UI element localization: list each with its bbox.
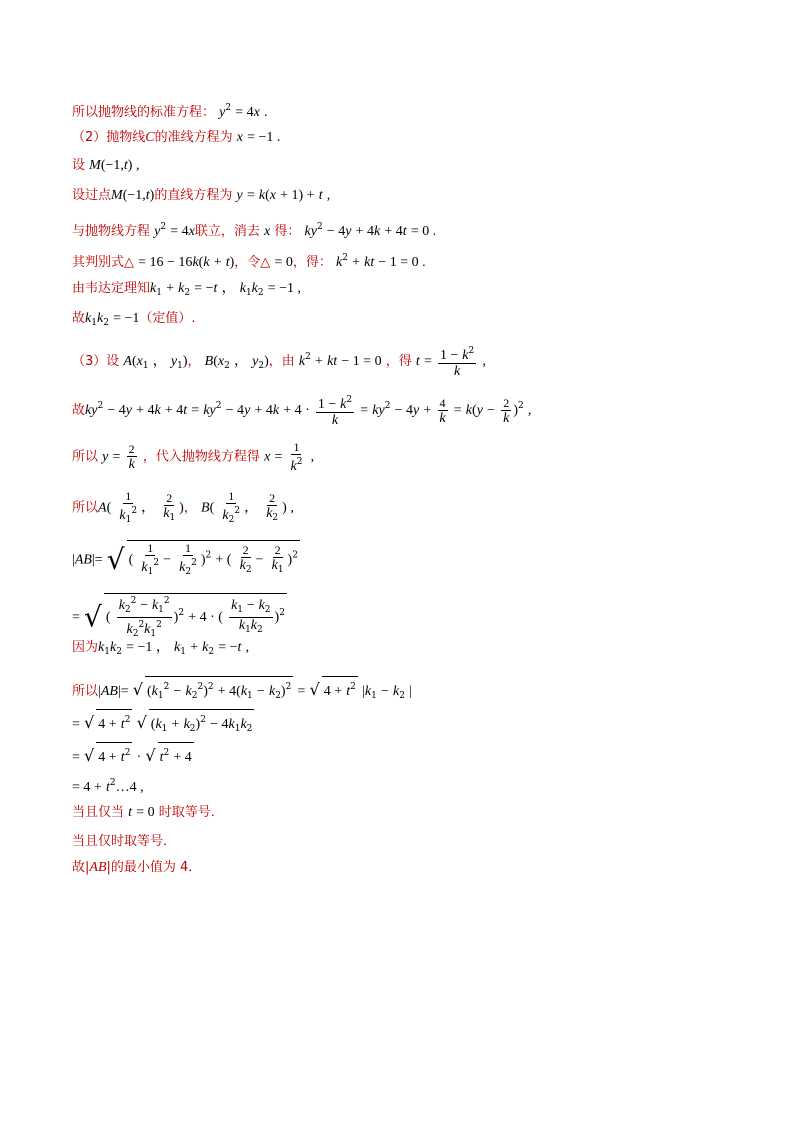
line-9: （3）设 $A(x_1$ ， $y_1$)， $B(x_2$ ， $y_2$)，由 $k^2$ + kt − 1 = 0 ，得 t = $\frac{1 - k^2}{k}$ ,	[72, 346, 486, 379]
line-19: = $4 + t^2\dots 4$ ,	[72, 778, 144, 795]
line-2: （2）抛物线C的准线方程为 x = −1 .	[72, 130, 281, 145]
line-22: 故|AB|的最小值为 4．	[72, 860, 202, 875]
line-8: 故$k_1k_2 = -1$（定值）.	[72, 311, 196, 328]
line-16: 所以|AB|= √ $(k_1^2 - k_2^2)^2 + 4(k_1 - k_2)^2$ = √ $4 + t^2$ $|k_1 - k_2$ |	[72, 676, 412, 706]
line-11: 所以 y = $\frac{2}{k}$ ，代入抛物线方程得 x = $\frac{1}{k^2}$ ,	[72, 440, 315, 474]
line-3: 设 M(−1,t) ,	[72, 158, 140, 173]
line-4: 设过点M(−1,t)的直线方程为 y = k(x + 1) + t ,	[72, 188, 331, 203]
line-21: 当且仅时取等号．	[72, 834, 177, 849]
line-20: 当且仅当 t = 0 时取等号．	[72, 805, 224, 820]
line-5: 与抛物线方程 $y^2 = 4x$联立，消去 x 得： $ky^2 - 4y + 4k + 4t = 0$ .	[72, 222, 437, 239]
line-15: 因为$k_1k_2 = -1$ ， $k_1 + k_2 = -t$ ,	[72, 640, 250, 657]
line-14: = √ ( $\frac{k_2^2 - k_1^2}{k_2^2k_1^2}$ )$^2$ + 4 · ( $\frac{k_1 - k_2}{k_1k_2}$ )$^2$	[72, 593, 287, 641]
line-18: = √ $4 + t^2$ · √ $t^2 + 4$	[72, 742, 194, 768]
line-13: |AB|= √ ( $\frac{1}{k_1^2}$ − $\frac{1}{k_2^2}$ )$^2$ + ( $\frac{2}{k_2}$ − $\frac{2}{k_1}$ )$^2$	[72, 541, 298, 577]
line-12: 所以A( $\frac{1}{k_1^2}$ ， $\frac{2}{k_1}$ )， B( $\frac{1}{k_2^2}$ ， $\frac{2}{k_2}$ ) ,	[72, 489, 294, 525]
line-6: 其判别式△ = 16 − 16k(k + t)，令△ = 0，得： $k^2$ + kt − 1 = 0 .	[72, 253, 426, 270]
line-1: 所以抛物线的标准方程： $y^2 = 4x$ .	[72, 103, 268, 120]
line-10: 故$ky^2 - 4y + 4k + 4t = ky^2 - 4y + 4k + 4$ · $\frac{1 - k^2}{k}$ = $ky^2 - 4y$ + $\frac{4}{k}$ = k(y − $\frac{2}{k}$ )$^2$ ,	[72, 395, 532, 428]
line-7: 由韦达定理知$k_1 + k_2 = -t$ ， $k_1k_2 = -1$ ,	[72, 281, 302, 298]
line-17: = √ $4 + t^2$ √ $(k_1 + k_2)^2 - 4k_1k_2$	[72, 709, 254, 739]
